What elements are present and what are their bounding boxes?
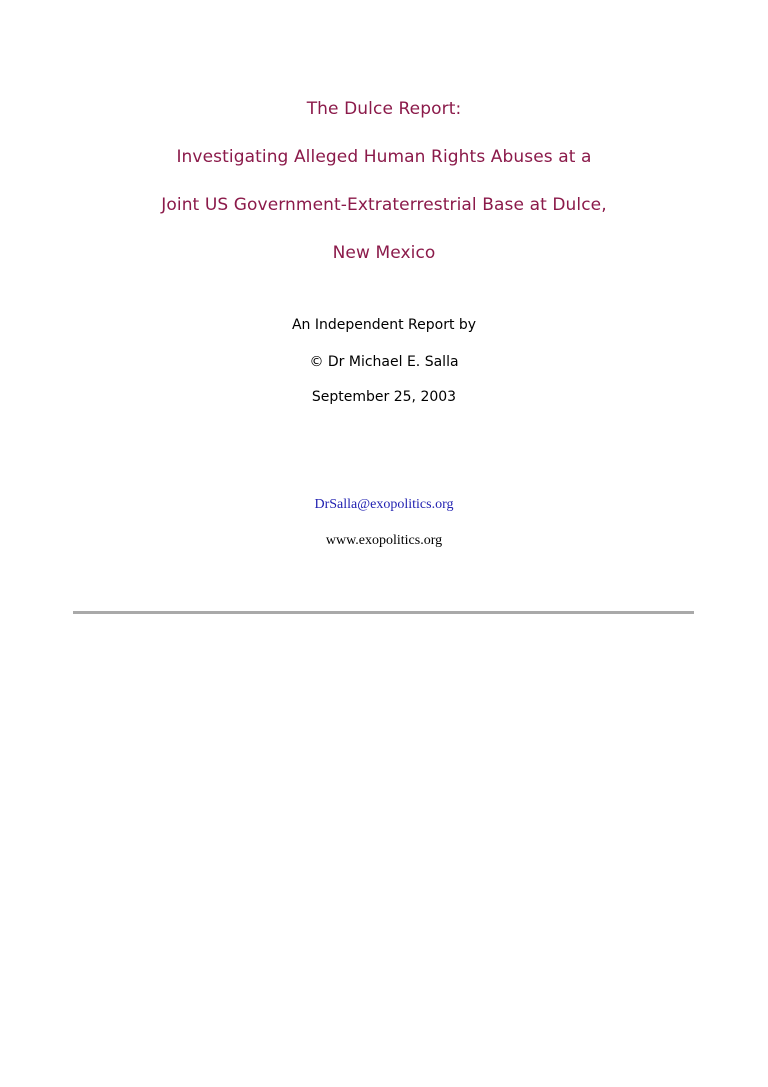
report-title-line-3: Joint US Government-Extraterrestrial Base at Dulce, (161, 195, 607, 215)
horizontal-divider (73, 611, 694, 614)
website-url: www.exopolitics.org (325, 533, 443, 548)
author-credit: © Dr Michael E. Salla (309, 354, 459, 370)
publication-date: September 25, 2003 (311, 389, 457, 405)
report-title-line-4: New Mexico (332, 243, 436, 263)
report-title: The Dulce Report: (306, 99, 462, 119)
report-subtitle: An Independent Report by (291, 317, 477, 333)
email-link[interactable]: DrSalla@exopolitics.org (314, 497, 454, 512)
report-title-line-2: Investigating Alleged Human Rights Abuses at a (176, 147, 592, 167)
